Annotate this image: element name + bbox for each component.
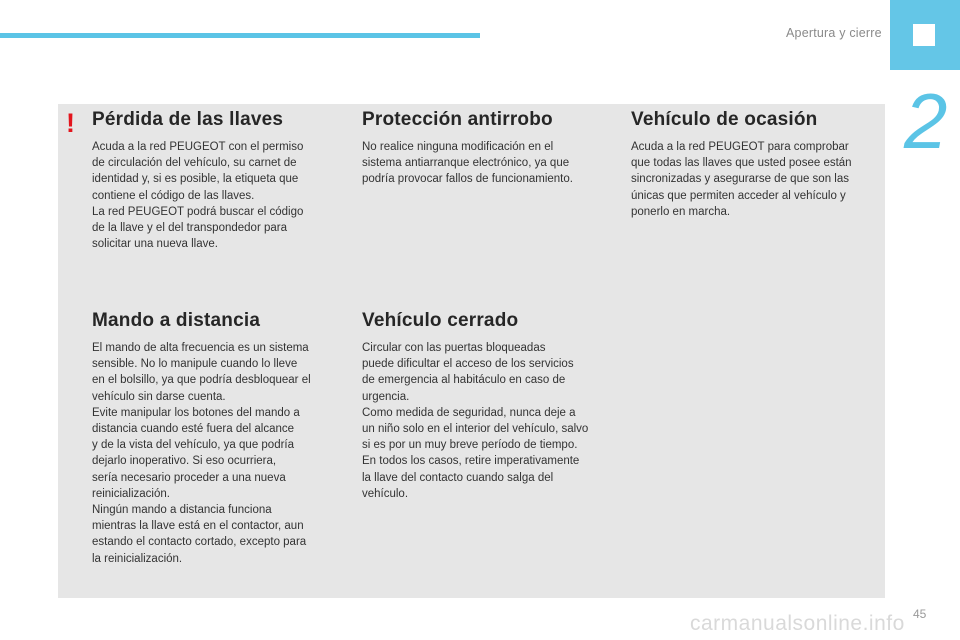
chapter-number: 2 [904, 77, 948, 165]
section-body: Circular con las puertas bloqueadas puede dificultar el acceso de los servicios de emergencia al habitáculo en caso de urgencia. Como medida de seguridad, nunca deje a un niño solo en el interior del vehículo, salvo si es por un muy breve período de tiempo. En todos los casos, retire imperativamente la llave del contacto cuando salga del vehículo. [362, 342, 589, 500]
section-body: Acuda a la red PEUGEOT para comprobar que todas las llaves que usted posee están sincronizadas y asegurarse de que son las únicas que permiten acceder al vehículo y ponerlo en marcha. [631, 141, 852, 218]
section-title: Mando a distancia [92, 310, 261, 331]
chapter-header-title: Apertura y cierre [786, 26, 882, 40]
section-body: El mando de alta frecuencia es un sistema sensible. No lo manipule cuando lo lleve en el bolsillo, ya que podría desbloquear el vehículo sin darse cuenta. Evite manipular los botones del mando a distancia cuando esté fuera del alcance y de la vista del vehículo, ya que podría dejarlo inoperativo. Si eso ocurriera, sería necesario proceder a una nueva reinicialización. Ningún mando a distancia funciona mientras la llave está en el contactor, aun estando el contacto cortado, excepto para la reinicialización. [92, 342, 311, 565]
section-body: No realice ninguna modificación en el sistema antiarranque electrónico, ya que podría provocar fallos de funcionamiento. [362, 141, 573, 186]
page-number: 45 [913, 607, 927, 621]
warning-icon: ! [66, 108, 75, 138]
chapter-tab [890, 0, 960, 70]
section-body: Acuda a la red PEUGEOT con el permiso de circulación del vehículo, su carnet de identidad y, si es posible, la etiqueta que contiene el código de las llaves. La red PEUGEOT podrá buscar el código de la llave y el del transpondedor para solicitar una nueva llave. [92, 141, 304, 251]
section-title: Vehículo cerrado [362, 310, 519, 331]
section-remote-control [92, 310, 332, 567]
section-title: Vehículo de ocasión [631, 109, 818, 130]
section-anti-theft [362, 109, 602, 188]
chapter-tab-square-icon [913, 24, 935, 46]
section-title: Pérdida de las llaves [92, 109, 284, 130]
section-used-vehicle [631, 109, 871, 220]
top-accent-bar [0, 33, 480, 38]
section-key-loss [92, 109, 332, 252]
watermark: carmanualsonline.info [690, 612, 905, 635]
section-locked-vehicle [362, 310, 602, 502]
section-title: Protección antirrobo [362, 109, 553, 130]
